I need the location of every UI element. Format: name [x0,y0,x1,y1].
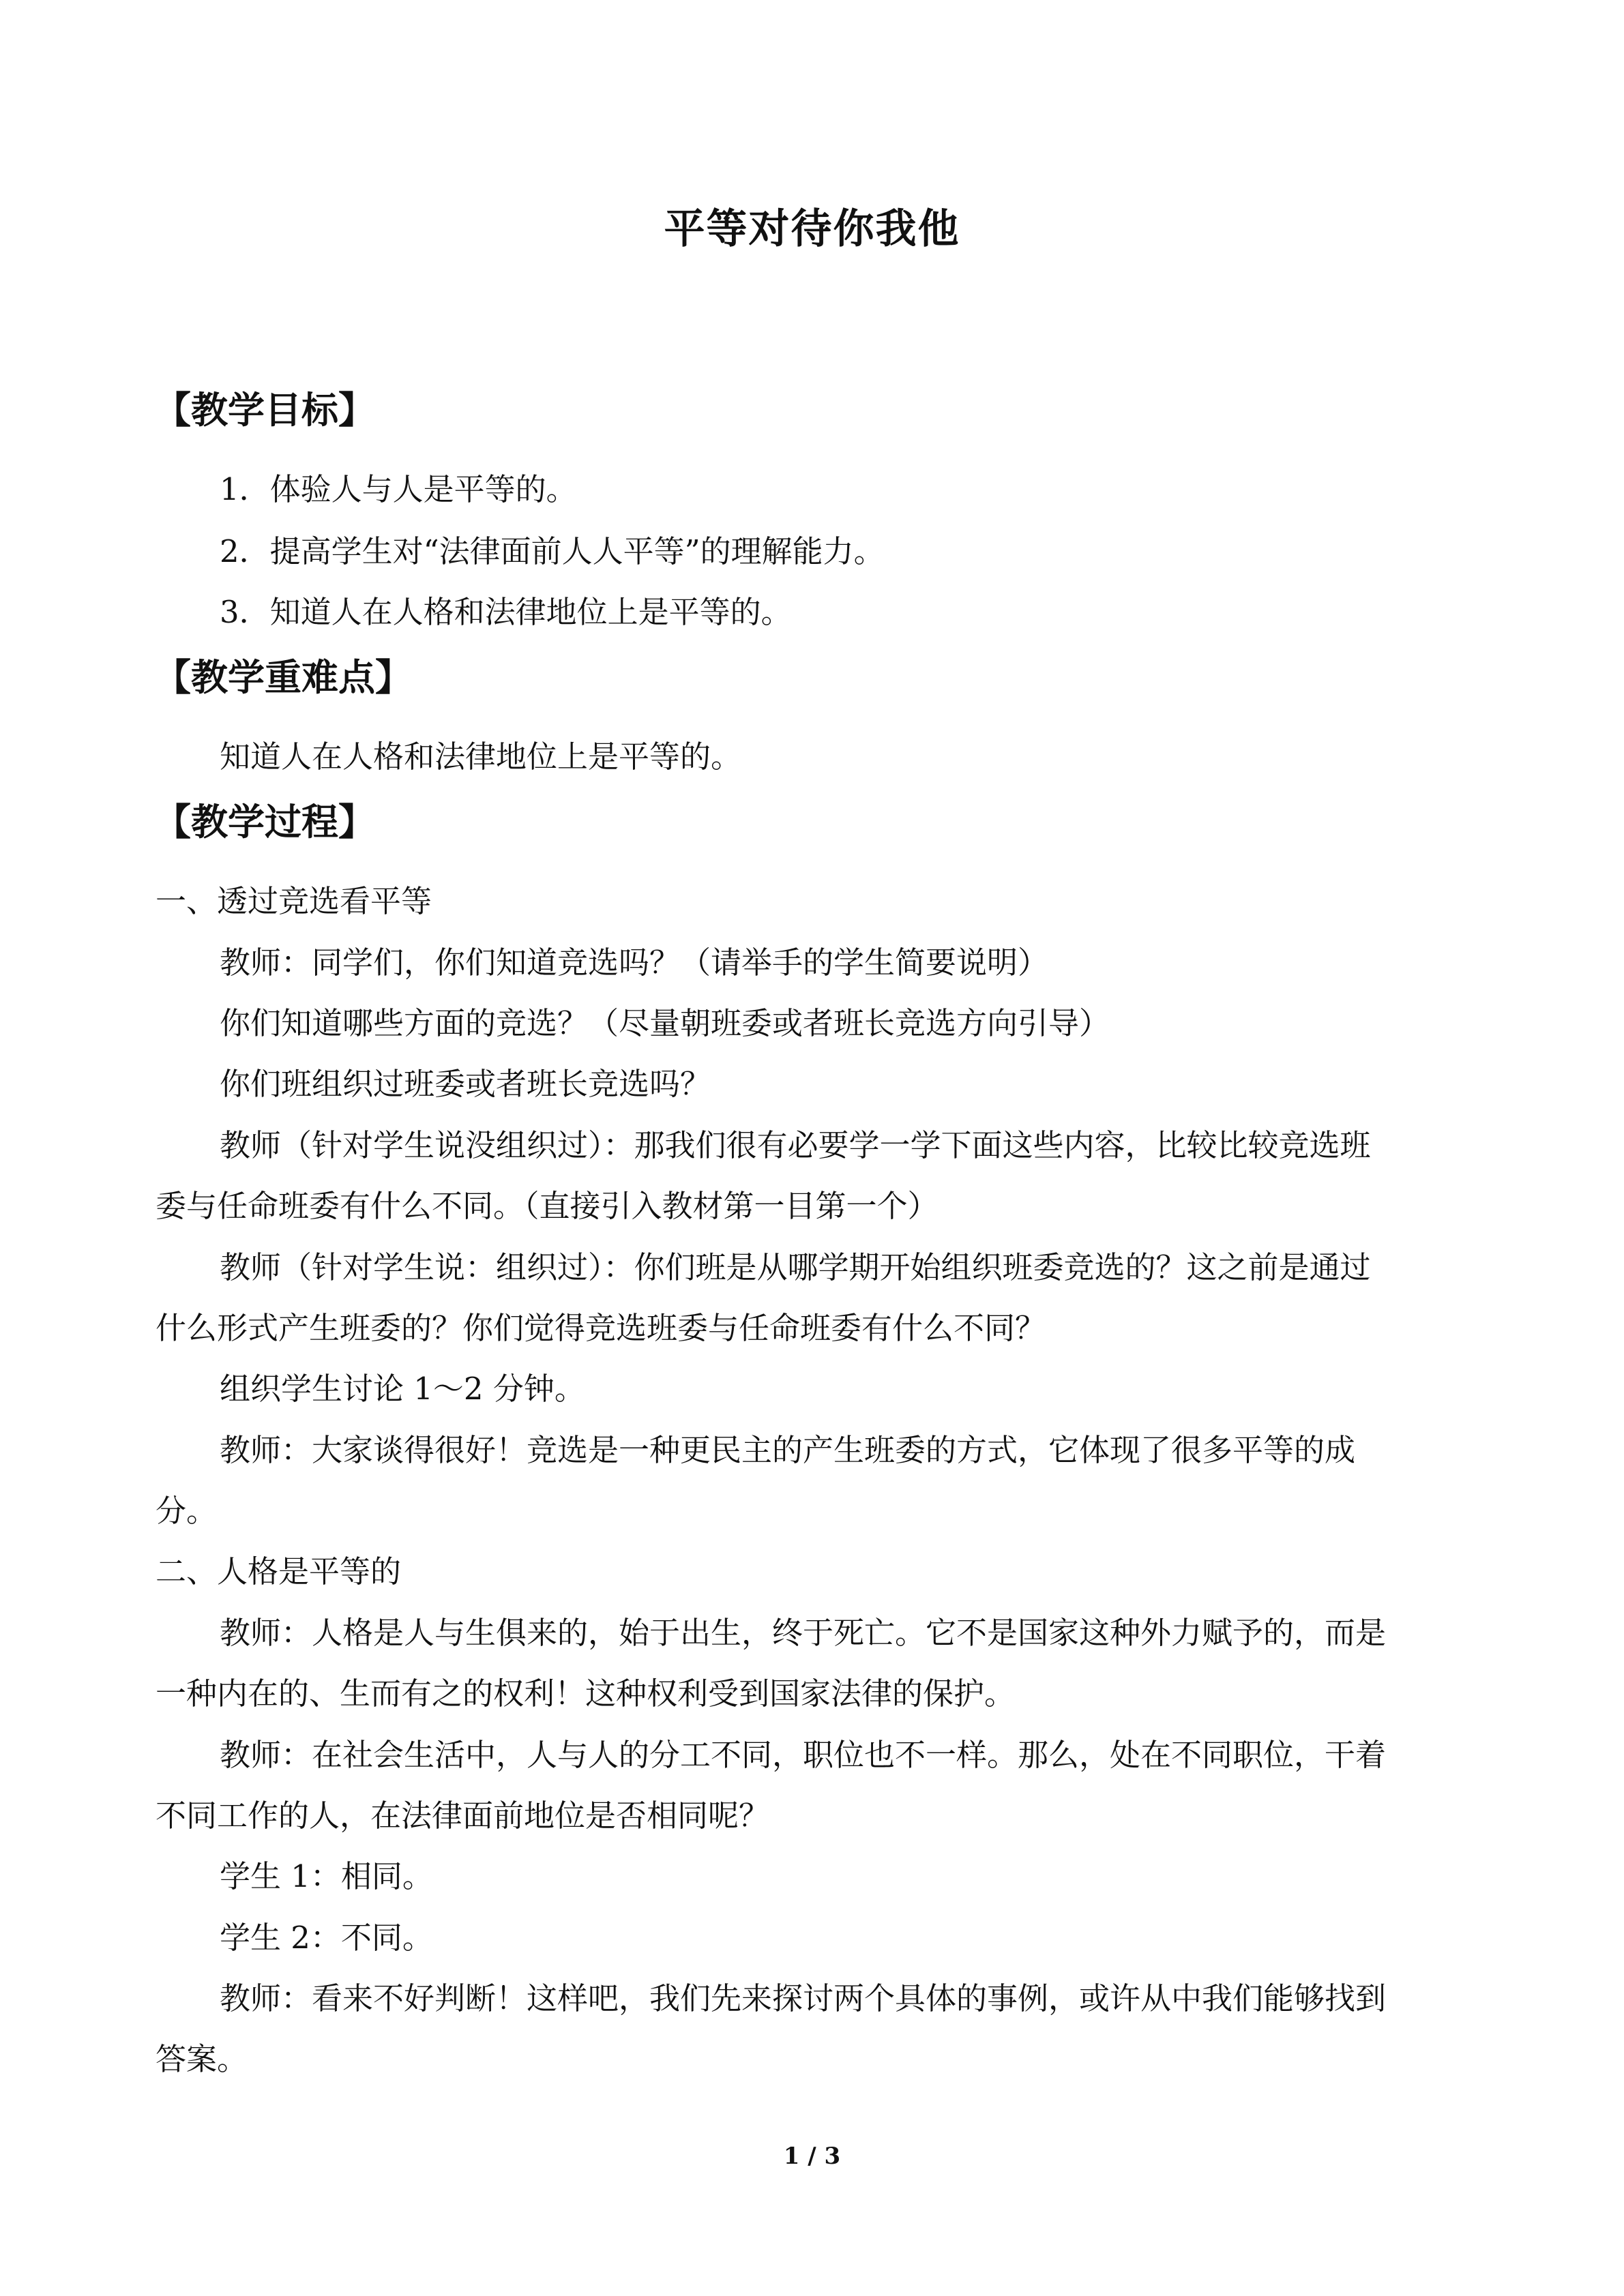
paragraph-line: 教师：人格是人与生俱来的，始于出生，终于死亡。它不是国家这种外力赋予的，而是 [220,1615,1387,1651]
goal-item-2: 2．提高学生对“法律面前人人平等”的理解能力。 [220,533,885,569]
paragraph-line: 教师：同学们，你们知道竞选吗？（请举手的学生简要说明） [220,944,1049,981]
section-heading-2: 二、人格是平等的 [156,1553,402,1590]
key-points-heading: 【教学重难点】 [154,656,412,699]
paragraph-line: 学生 2：不同。 [220,1920,433,1956]
paragraph-line: 教师（针对学生说没组织过）：那我们很有必要学一学下面这些内容，比较比较竞选班 [220,1127,1371,1163]
paragraph-line: 什么形式产生班委的？你们觉得竞选班委与任命班委有什么不同？ [156,1310,1046,1346]
paragraph-line: 教师：在社会生活中，人与人的分工不同，职位也不一样。那么，处在不同职位，干着 [220,1737,1387,1773]
paragraph-line: 教师：看来不好判断！这样吧，我们先来探讨两个具体的事例，或许从中我们能够找到 [220,1980,1387,2016]
paragraph-line: 学生 1：相同。 [220,1858,433,1894]
process-heading: 【教学过程】 [154,801,375,844]
paragraph-line: 教师：大家谈得很好！竞选是一种更民主的产生班委的方式，它体现了很多平等的成 [220,1432,1356,1468]
goal-item-1: 1．体验人与人是平等的。 [220,471,577,507]
page-number: 1 / 3 [783,2143,841,2170]
goals-heading: 【教学目标】 [154,389,375,432]
paragraph-line: 分。 [156,1493,218,1529]
key-points-text: 知道人在人格和法律地位上是平等的。 [220,739,742,775]
paragraph-line: 委与任命班委有什么不同。（直接引入教材第一目第一个） [156,1188,939,1224]
paragraph-line: 你们知道哪些方面的竞选？（尽量朝班委或者班长竞选方向引导） [220,1005,1110,1041]
paragraph-line: 不同工作的人，在法律面前地位是否相同呢？ [156,1798,770,1834]
goal-item-3: 3．知道人在人格和法律地位上是平等的。 [220,594,792,630]
paragraph-line: 你们班组织过班委或者班长竞选吗？ [220,1066,711,1102]
paragraph-line: 教师（针对学生说：组织过）：你们班是从哪学期开始组织班委竞选的？这之前是通过 [220,1249,1371,1285]
section-heading-1: 一、透过竞选看平等 [156,883,432,919]
document-title: 平等对待你我他 [664,205,960,253]
paragraph-line: 一种内在的、生而有之的权利！这种权利受到国家法律的保护。 [156,1675,1016,1712]
paragraph-line: 组织学生讨论 1～2 分钟。 [220,1371,585,1407]
paragraph-line: 答案。 [156,2041,248,2077]
